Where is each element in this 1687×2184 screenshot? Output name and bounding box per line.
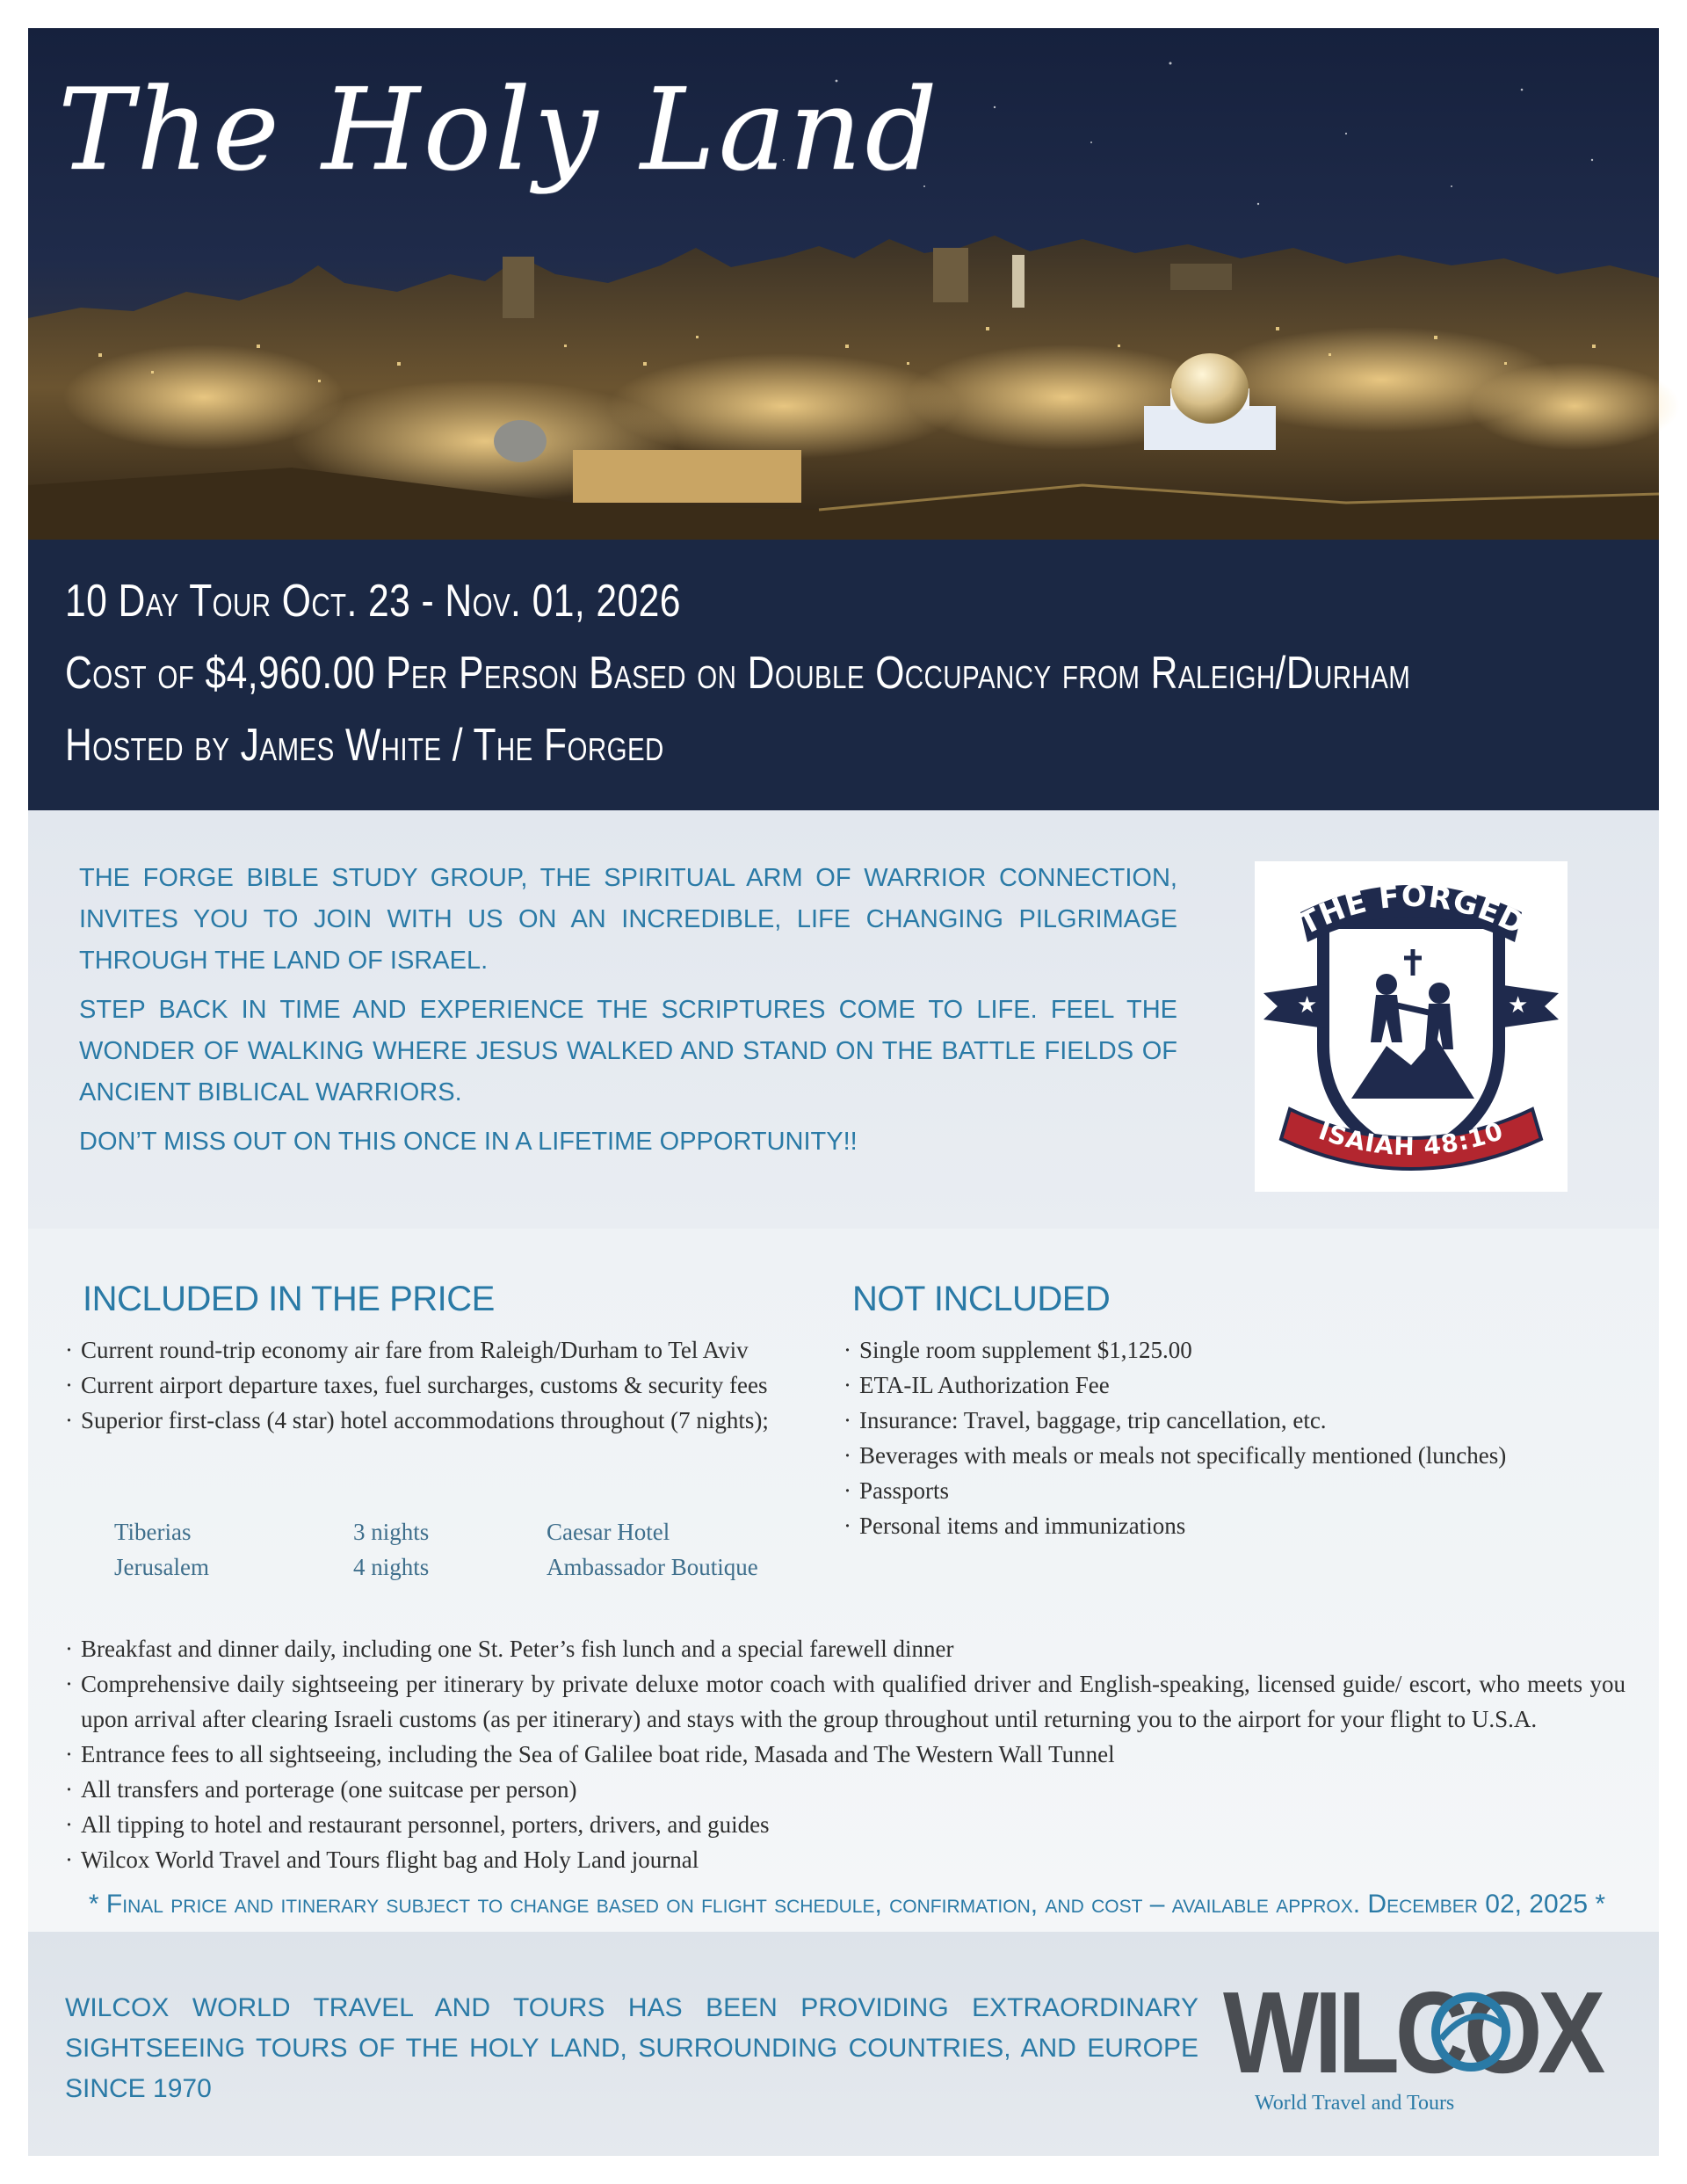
list-item: · Wilcox World Travel and Tours flight bag and Holy Land journal (65, 1842, 1625, 1877)
list-item: · Breakfast and dinner daily, including one St. Peter’s fish lunch and a special farewell dinner (65, 1631, 1625, 1666)
tour-dates: 10 Day Tour Oct. 23 - Nov. 01, 2026 (65, 576, 681, 627)
hero-banner (28, 28, 1659, 540)
included-details-list (65, 1631, 1625, 1877)
list-item: · Personal items and immunizations (844, 1508, 1634, 1543)
list-item: · Comprehensive daily sightseeing per itinerary by private deluxe motor coach with qualified driver and English-speaking, licensed guide/ escort, who meets you upon arrival after clearing Israeli customs (as per itinerary) and stays with the group throughout until returning you to the airport for your flight to U.S.A. (65, 1666, 1625, 1737)
footer (28, 1932, 1659, 2156)
list-item: · ETA-IL Authorization Fee (844, 1368, 1634, 1403)
forged-banner-text: THE FORGED (1292, 878, 1531, 943)
list-item: · All transfers and porterage (one suitcase per person) (65, 1772, 1625, 1807)
inclusions-section (28, 1229, 1659, 1932)
forged-ribbon-text: ISAIAH 48:10 (1314, 1115, 1508, 1162)
hotel-name: Caesar Hotel (547, 1519, 670, 1545)
wilcox-globe-logo-icon (1223, 1967, 1610, 2125)
list-item: · Beverages with meals or meals not specifically mentioned (lunches) (844, 1438, 1634, 1473)
flyer-page (28, 28, 1659, 2156)
price-disclaimer: * Final price and itinerary subject to change based on flight schedule, confirmation, and cost – available approx. December 02, 2025 * (88, 1890, 1606, 1919)
list-item: · Entrance fees to all sightseeing, including the Sea of Galilee boat ride, Masada and The Western Wall Tunnel (65, 1737, 1625, 1772)
list-item: · Current round-trip economy air fare from Raleigh/Durham to Tel Aviv (65, 1332, 856, 1368)
included-heading: INCLUDED IN THE PRICE (83, 1280, 495, 1318)
tour-cost: Cost of $4,960.00 Per Person Based on Double Occupancy from Raleigh/Durham (65, 648, 1411, 699)
not-included-heading: NOT INCLUDED (852, 1280, 1111, 1318)
the-forged-logo (1255, 861, 1568, 1192)
list-item: · All tipping to hotel and restaurant personnel, porters, drivers, and guides (65, 1807, 1625, 1842)
list-item: · Single room supplement $1,125.00 (844, 1332, 1634, 1368)
hotel-nights: 3 nights (353, 1519, 430, 1545)
list-item: · Insurance: Travel, baggage, trip cancellation, etc. (844, 1403, 1634, 1438)
intro-paragraph-3: DON’T MISS OUT ON THIS ONCE IN A LIFETIME OPPORTUNITY!! (79, 1128, 858, 1156)
script-title: The Holy Land (58, 65, 941, 196)
hotel-city: Jerusalem (114, 1554, 209, 1580)
tour-info-band (28, 540, 1659, 810)
list-item: · Superior first-class (4 star) hotel accommodations throughout (7 nights); (65, 1403, 856, 1438)
wilcox-logo (1223, 1967, 1610, 2125)
not-included-list (844, 1332, 1634, 1543)
intro-paragraph-2: STEP BACK IN TIME AND EXPERIENCE THE SCRIPTURES COME TO LIFE. FEEL THE WONDER OF WALKING WHERE JESUS WALKED AND STAND ON THE BATTLE FIELDS OF ANCIENT BIBLICAL WARRIORS. (79, 996, 1177, 1107)
tour-host: Hosted by James White / The Forged (65, 720, 664, 771)
wilcox-logo-word: WILCOX (1223, 1968, 1605, 2097)
included-list (65, 1332, 856, 1438)
list-item: · Passports (844, 1473, 1634, 1508)
footer-text: WILCOX WORLD TRAVEL AND TOURS HAS BEEN PROVIDING EXTRAORDINARY SIGHTSEEING TOURS OF THE HOLY LAND, SURROUNDING COUNTRIES, AND EUROPE SINCE 1970 (65, 1993, 1198, 2103)
list-item: · Current airport departure taxes, fuel surcharges, customs & security fees (65, 1368, 856, 1403)
hotel-name: Ambassador Boutique (547, 1554, 758, 1580)
intro-section (28, 810, 1659, 1229)
wilcox-logo-sub: World Travel and Tours (1255, 2092, 1455, 2115)
forged-badge-icon (1255, 861, 1568, 1192)
svg-text:★: ★ (1297, 992, 1318, 1019)
svg-text:★: ★ (1508, 992, 1529, 1019)
intro-paragraph-1: THE FORGE BIBLE STUDY GROUP, THE SPIRITUAL ARM OF WARRIOR CONNECTION, INVITES YOU TO JOIN WITH US ON AN INCREDIBLE, LIFE CHANGING PILGRIMAGE THROUGH THE LAND OF ISRAEL. (79, 864, 1177, 975)
hotel-city: Tiberias (114, 1519, 192, 1545)
hotel-nights: 4 nights (353, 1554, 430, 1580)
